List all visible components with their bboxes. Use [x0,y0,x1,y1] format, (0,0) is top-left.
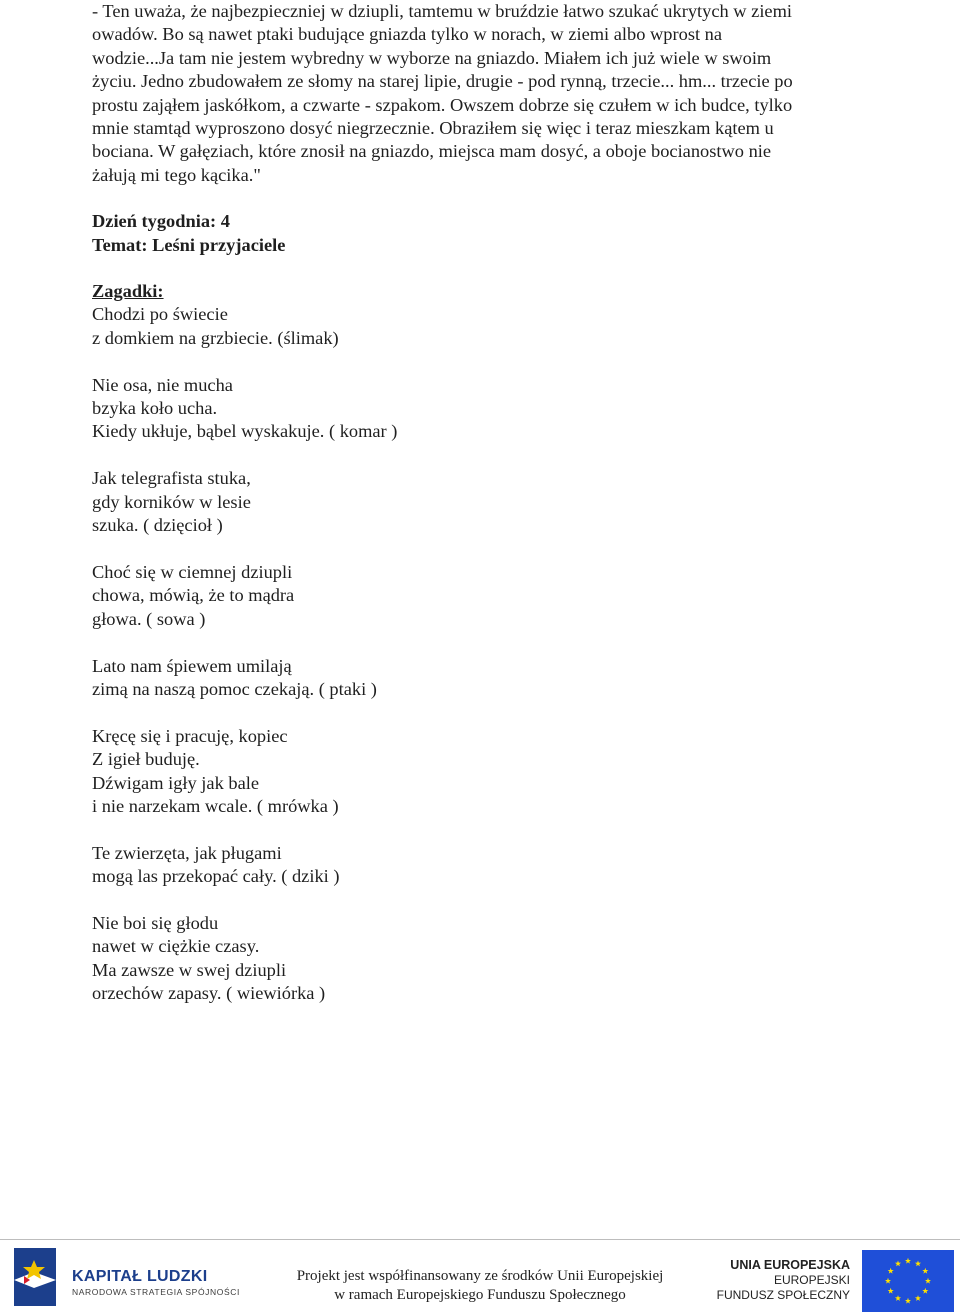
eu-union-label: UNIA EUROPEJSKA [730,1258,850,1272]
intro-paragraph [92,0,882,187]
riddle-line: Dźwigam igły jak bale [92,772,259,793]
riddle [92,725,882,819]
riddle-line: z domkiem na grzbiecie. (ślimak) [92,327,339,348]
funding-note-line-2: w ramach Europejskiego Funduszu Społecznego [334,1287,626,1303]
intro-line: mnie stamtąd wyproszono dosyć niegrzecznie. Obraziłem się więc i teraz mieszkam kątem u [92,118,774,139]
topic-heading: Temat: Leśni przyjaciele [92,234,286,255]
riddle-line: Te zwierzęta, jak pługami [92,842,282,863]
riddle-line: i nie narzekam wcale. ( mrówka ) [92,795,339,816]
eu-fund-line-2: FUNDUSZ SPOŁECZNY [716,1288,850,1302]
riddle [92,561,882,631]
funding-note-line-1: Projekt jest współfinansowany ze środków Unii Europejskiej [296,1268,664,1284]
intro-line: prostu zająłem jaskółkom, a czwarte - szpakom. Owszem dobrze się czułem w ich budce, tylko [92,94,793,115]
kapital-ludzki-subtitle: NARODOWA STRATEGIA SPÓJNOŚCI [72,1287,240,1297]
riddle-line: Nie osa, nie mucha [92,374,233,395]
riddles-list [92,303,882,1005]
riddle-line: Z igieł buduję. [92,749,200,770]
riddle-line: Kiedy ukłuje, bąbel wyskakuje. ( komar ) [92,421,398,442]
intro-line: owadów. Bo są nawet ptaki budujące gniazda tylko w norach, w ziemi albo wprost na [92,24,723,45]
riddle-line: Nie boi się głodu [92,912,219,933]
riddle [92,655,882,702]
intro-line: życiu. Jedno zbudowałem ze słomy na starej lipie, drugie - pod rynną, trzecie... hm... trzecie po [92,71,793,92]
riddle [92,912,882,1006]
riddle-line: bzyka koło ucha. [92,398,218,419]
document-body [92,0,882,1006]
kapital-ludzki-text [72,1268,240,1297]
riddle [92,374,882,444]
riddle-line: głowa. ( sowa ) [92,608,206,629]
intro-line: bociana. W gałęziach, które znosił na gniazdo, miejsca mam dosyć, a oboje bocianostwo nie [92,141,772,162]
riddle-line: Kręcę się i pracuję, kopiec [92,725,288,746]
kapital-ludzki-title: KAPITAŁ LUDZKI [72,1268,208,1285]
intro-line: żałują mi tego kącika." [92,164,261,185]
riddle-line: nawet w ciężkie czasy. [92,936,260,957]
eu-flag-icon [862,1250,954,1312]
riddle-line: orzechów zapasy. ( wiewiórka ) [92,983,326,1004]
riddle-line: Jak telegrafista stuka, [92,468,251,489]
riddles-title: Zagadki: [92,281,164,302]
eu-fund-line-1: EUROPEJSKI [773,1273,850,1287]
kapital-ludzki-logo-icon [12,1246,58,1308]
riddle-line: Ma zawsze w swej dziupli [92,959,287,980]
page-footer [0,1240,960,1315]
day-heading: Dzień tygodnia: 4 [92,211,230,232]
riddle-line: Choć się w ciemnej dziupli [92,561,293,582]
intro-line: wodzie...Ja tam nie jestem wybredny w wyborze na gniazdo. Miałem ich już wiele w swoim [92,47,772,68]
riddle-line: zimą na naszą pomoc czekają. ( ptaki ) [92,678,377,699]
riddle [92,303,882,350]
intro-line: - Ten uważa, że najbezpieczniej w dziupli, tamtemu w bruździe łatwo szukać ukrytych w ziemi [92,1,793,21]
riddle-line: Lato nam śpiewem umilają [92,655,292,676]
riddle-line: Chodzi po świecie [92,304,228,325]
riddle-line: szuka. ( dzięcioł ) [92,515,223,536]
eu-fund-text [700,1258,850,1303]
lesson-header [92,210,882,257]
riddle [92,842,882,889]
riddle [92,467,882,537]
riddle-line: chowa, mówią, że to mądra [92,585,295,606]
riddle-line: gdy korników w lesie [92,491,251,512]
riddle-line: mogą las przekopać cały. ( dziki ) [92,866,340,887]
funding-note [270,1267,690,1305]
